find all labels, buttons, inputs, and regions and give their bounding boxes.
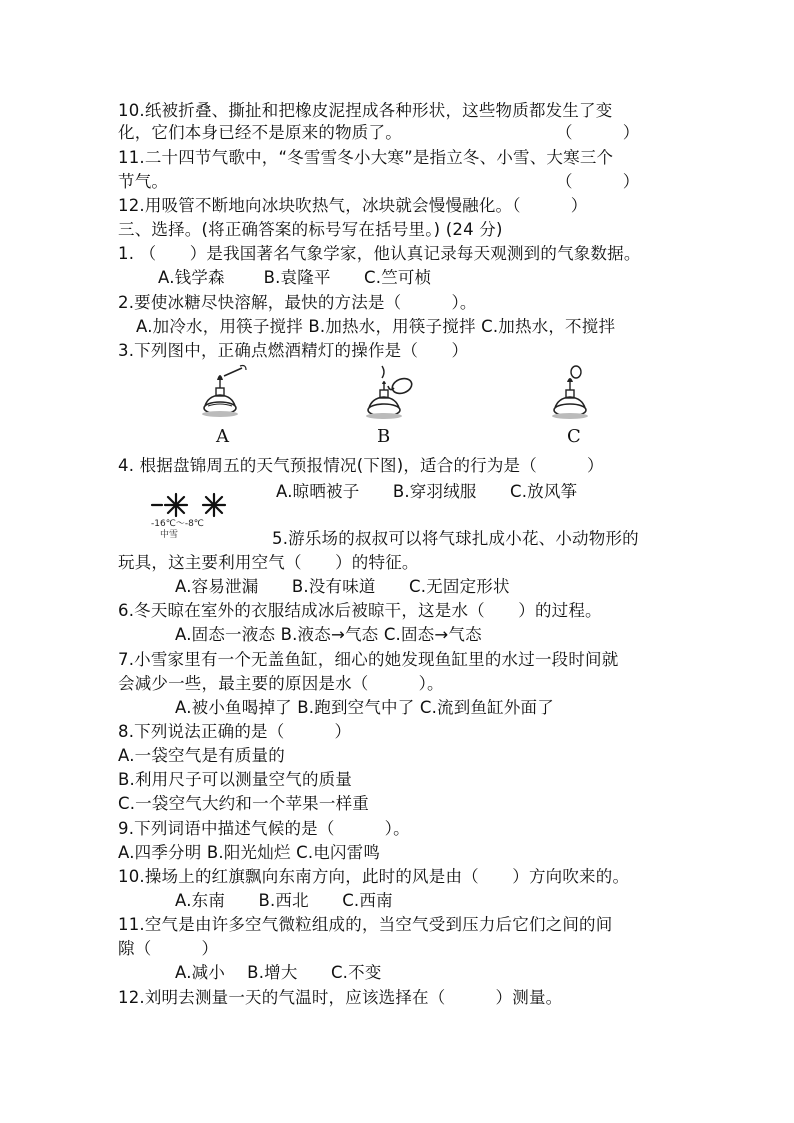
choice-question-10-options: A.东南 B.西北 C.西南 xyxy=(175,891,393,910)
choice-question-8-option-b: B.利用尺子可以测量空气的质量 xyxy=(118,770,353,789)
question-11-answer-blank: （ ） xyxy=(556,172,640,191)
alcohol-lamp-b-figure xyxy=(360,362,420,422)
question-11-line2: 节气。 xyxy=(118,172,169,191)
choice-question-7-line1: 7.小雪家里有一个无盖鱼缸，细心的她发现鱼缸里的水过一段时间就 xyxy=(118,650,619,669)
lamp-label-a: A xyxy=(216,426,229,447)
question-11-line1: 11.二十四节气歌中，“冬雪雪冬小大寒”是指立冬、小雪、大寒三个 xyxy=(118,148,614,167)
choice-question-12: 12.刘明去测量一天的气温时，应该选择在（ ）测量。 xyxy=(118,988,563,1007)
question-10-answer-blank: （ ） xyxy=(556,123,640,142)
choice-question-3: 3.下列图中，正确点燃酒精灯的操作是（ ） xyxy=(118,341,469,360)
choice-question-11-line2: 隙（ ） xyxy=(118,939,219,958)
choice-question-8-option-a: A.一袋空气是有质量的 xyxy=(118,746,285,765)
choice-question-10: 10.操场上的红旗飘向东南方向，此时的风是由（ ）方向吹来的。 xyxy=(118,867,630,886)
choice-question-2: 2.要使冰糖尽快溶解，最快的方法是（ ）。 xyxy=(118,293,477,312)
lamp-label-c: C xyxy=(567,426,581,447)
question-10-line2: 化，它们本身已经不是原来的物质了。 xyxy=(118,123,402,142)
lamp-label-b: B xyxy=(377,426,391,447)
choice-question-9-options: A.四季分明 B.阳光灿烂 C.电闪雷鸣 xyxy=(118,843,381,862)
choice-question-5-line1: 5.游乐场的叔叔可以将气球扎成小花、小动物形的 xyxy=(272,529,639,548)
alcohol-lamp-c-figure xyxy=(546,362,598,422)
choice-question-2-options: A.加冷水，用筷子搅拌 B.加热水，用筷子搅拌 C.加热水，不搅拌 xyxy=(136,317,616,336)
forecast-weather-label: 中雪 xyxy=(160,530,179,540)
choice-question-6-options: A.固态一液态 B.液态→气态 C.固态→气态 xyxy=(175,625,482,644)
choice-question-8-option-c: C.一袋空气大约和一个苹果一样重 xyxy=(118,794,369,813)
choice-question-11-options: A.减小 B.增大 C.不变 xyxy=(175,963,382,982)
alcohol-lamp-a-figure xyxy=(196,362,252,420)
choice-question-4-options: A.晾晒被子 B.穿羽绒服 C.放风筝 xyxy=(276,482,578,501)
question-12: 12.用吸管不断地向冰块吹热气，冰块就会慢慢融化。（ ） xyxy=(118,196,588,215)
question-10-line1: 10.纸被折叠、撕扯和把橡皮泥捏成各种形状，这些物质都发生了变 xyxy=(118,101,613,120)
choice-question-7-options: A.被小鱼喝掉了 B.跑到空气中了 C.流到鱼缸外面了 xyxy=(175,698,554,717)
choice-question-11-line1: 11.空气是由许多空气微粒组成的，当空气受到压力后它们之间的间 xyxy=(118,915,613,934)
choice-question-5-options: A.容易泄漏 B.没有味道 C.无固定形状 xyxy=(175,577,510,596)
forecast-temperature xyxy=(151,519,204,529)
forecast-temp-low: -16℃ xyxy=(151,519,176,529)
section-3-heading: 三、选择。(将正确答案的标号写在括号里。) (24 分) xyxy=(118,220,503,239)
choice-question-1: 1. （ ）是我国著名气象学家，他认真记录每天观测到的气象数据。 xyxy=(118,244,641,263)
choice-question-9: 9.下列词语中描述气候的是（ ）。 xyxy=(118,819,410,838)
forecast-separator: ～ xyxy=(175,519,185,529)
forecast-temp-high: -8℃ xyxy=(184,519,204,529)
choice-question-8: 8.下列说法正确的是（ ） xyxy=(118,722,352,741)
choice-question-4: 4. 根据盘锦周五的天气预报情况(下图)，适合的行为是（ ） xyxy=(118,456,604,475)
choice-question-7-line2: 会减少一些，最主要的原因是水（ ）。 xyxy=(118,674,444,693)
choice-question-5-line2: 玩具，这主要利用空气（ ）的特征。 xyxy=(118,553,419,572)
choice-question-1-options: A.钱学森 B.袁隆平 C.竺可桢 xyxy=(158,268,432,287)
snowflake-icons xyxy=(150,492,240,518)
choice-question-6: 6.冬天晾在室外的衣服结成冰后被晾干，这是水（ ）的过程。 xyxy=(118,601,602,620)
